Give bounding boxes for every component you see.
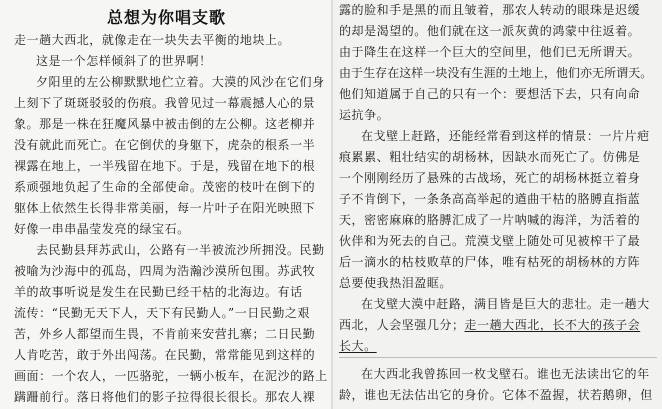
text-line: 在戈壁大漠中赶路，满目皆是巨大的悲壮。走一趟大 — [361, 297, 650, 311]
text-line: 人肯吃苦，敢于外出闯荡。在民勤，常常能见到这样的 — [14, 348, 316, 362]
text-line: 由于生存在这样一块没有生涯的土地上，他们亦无所谓天。 — [339, 66, 653, 80]
text-line: 走一趟大西北，就像走在一块失去平衡的地块上。 — [14, 33, 291, 47]
text-line: 的却是渴望的。他们就在这一派灰黄的鸿蒙中往返着。 — [339, 24, 641, 38]
text-line: 运抗争。 — [339, 108, 390, 122]
text-line: 一个刚刚经历了悬殊的古战场，死亡的胡杨林挺立着身 — [339, 171, 641, 185]
text-line: 羊的故事听说是发生在民勤已经干枯的北海边。有话 — [14, 285, 303, 299]
text-line: 画面：一个农人，一匹骆驼，一辆小板车，在泥沙的路上 — [14, 369, 328, 383]
text-line: 痕累累、粗壮结实的胡杨林，因缺水而死亡了。仿佛是 — [339, 150, 641, 164]
text-line: 去民勤县拜苏武山，公路有一半被流沙所拥没。民勤 — [36, 243, 325, 257]
text-line: 总要使我热泪盈眶。 — [339, 276, 452, 290]
text-line — [339, 317, 640, 333]
underlined-quote: 长大。 — [339, 339, 377, 353]
text-line: 没有就此而死亡。在它倒伏的身躯下，虎杂的根系一半 — [14, 138, 316, 152]
text-line: 露的脸和手是黑的而且皱着，那农人转动的眼珠是迟缓 — [339, 3, 641, 17]
text-line: 上刻下了斑斑驳驳的伤痕。我曾见过一幕震撼人心的景 — [14, 96, 316, 110]
text-line: 后一滴水的枯枝败草的尸体，唯有枯死的胡杨林的方阵 — [339, 255, 641, 269]
text-line: 好像一串串晶莹发亮的绿宝石。 — [14, 222, 190, 236]
text-line: 由于降生在这样一个巨大的空间里，他们已无所谓天。 — [339, 45, 641, 59]
text-line: 在戈壁上赶路，还能经常看到这样的情景：一片片疤 — [361, 129, 650, 143]
text-line: 这是一个怎样倾斜了的世界啊！ — [36, 54, 212, 68]
underlined-quote: 走一趟大西北，长不大的孩子会 — [464, 318, 641, 332]
text-line: 流传：“民勤无天下人，天下有民勤人。”一日民勤之艰 — [14, 306, 311, 320]
text-line: 他们知道属于自己的只有一个：要想活下去，只有向命 — [339, 87, 641, 101]
text-line: 躯体上依然生长得非常美丽，每一片叶子在阳光映照下 — [14, 201, 316, 215]
text-line: 天，密密麻麻的胳膊汇成了一片呐喊的海洋，为活着的 — [339, 213, 641, 227]
right-page — [333, 0, 662, 409]
text-line: 子不肯倒下，一条条高高举起的遒曲干枯的胳膊直指蓝 — [339, 192, 641, 206]
text-line: 裸露在地上，一半残留在地下。于是，残留在地下的根 — [14, 159, 316, 173]
text-line: 象。那是一株在狂魔风暴中被击倒的左公柳。这老柳并 — [14, 117, 316, 131]
text-line: 系顽强地负起了生命的全部使命。茂密的枝叶在倒下的 — [14, 180, 316, 194]
text-line: 蹒跚前行。落日将他们的影子拉得很长很长。那农人裸 — [14, 390, 316, 404]
article-title: 总想为你唱支歌 — [106, 8, 226, 27]
text-line: 夕阳里的左公柳默默地伫立着。大漠的风沙在它们身 — [36, 75, 325, 89]
page-divider — [339, 357, 657, 358]
text-segment: 西北，人会坚强几分； — [339, 318, 465, 332]
text-line: 被喻为沙海中的孤岛，四周为浩瀚沙漠所包围。苏武牧 — [14, 264, 316, 278]
text-line: 在大西北我曾拣回一枚戈壁石。谁也无法读出它的年 — [361, 367, 650, 381]
text-line: 龄，谁也无法估出它的身价。它体不盈握，状若鹅卵，但 — [339, 388, 653, 402]
text-line: 苦，外乡人都望而生畏，不肯前来安营扎寨；二日民勤 — [14, 327, 316, 341]
text-line: 伙伴和为死去的自己。荒漠戈壁上随处可见被榨干了最 — [339, 234, 641, 248]
